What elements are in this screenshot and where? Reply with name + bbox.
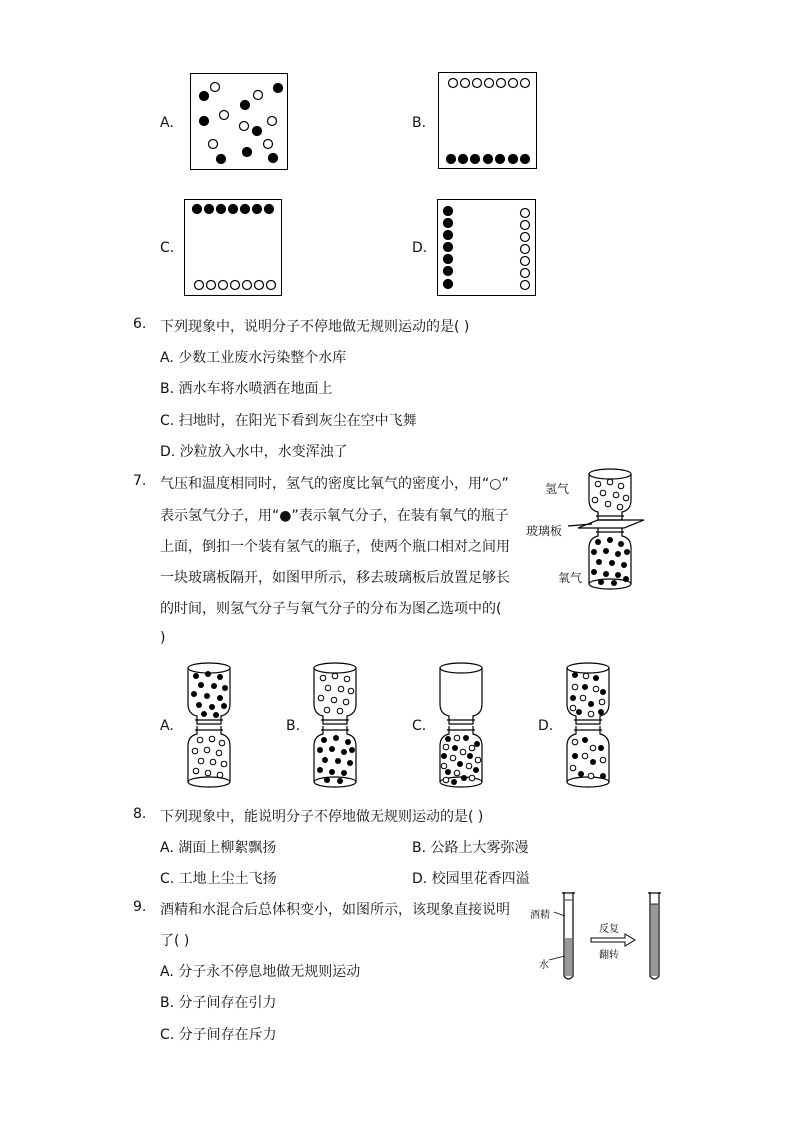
q7-option-c-figure bbox=[436, 660, 496, 790]
repeat-label: 反复 bbox=[599, 924, 619, 935]
flip-label: 翻转 bbox=[599, 950, 619, 961]
q7-stem-line-2: 表示氢气分子，用“●”表示氧气分子，在装有氧气的瓶子 bbox=[160, 508, 509, 524]
q7-option-a-figure bbox=[184, 660, 244, 790]
q9-figure bbox=[525, 888, 675, 983]
bottles-jia bbox=[520, 466, 660, 598]
q7-stem-line-6: ) bbox=[160, 630, 166, 646]
q7-option-b-figure bbox=[310, 660, 370, 790]
q5-option-c-figure bbox=[184, 199, 282, 296]
q6-option-d[interactable]: D. 沙粒放入水中，水变浑浊了 bbox=[160, 444, 348, 460]
q6-option-a[interactable]: A. 少数工业废水污染整个水库 bbox=[160, 350, 347, 366]
q9-number: 9. bbox=[133, 899, 147, 915]
q8-option-c[interactable]: C. 工地上尘土飞扬 bbox=[160, 871, 277, 887]
q7-stem-line-5: 的时间，则氢气分子与氧气分子的分布为图乙选项中的( bbox=[160, 601, 502, 617]
q7-stem-line-1: 气压和温度相同时，氢气的密度比氧气的密度小，用“○” bbox=[160, 476, 509, 492]
q9-option-b[interactable]: B. 分子间存在引力 bbox=[160, 995, 277, 1011]
q8-option-d[interactable]: D. 校园里花香四溢 bbox=[412, 871, 530, 887]
hydrogen-label: 氢气 bbox=[545, 482, 570, 496]
q7-option-b-label[interactable]: B. bbox=[286, 718, 301, 734]
q7-option-d-label[interactable]: D. bbox=[538, 718, 554, 734]
q5-option-a-label[interactable]: A. bbox=[160, 115, 174, 131]
water-label: 水 bbox=[539, 960, 549, 971]
q8-option-a[interactable]: A. 湖面上柳絮飘扬 bbox=[160, 840, 277, 856]
q5-option-b-label[interactable]: B. bbox=[412, 115, 427, 131]
q7-figure-jia bbox=[520, 466, 660, 598]
q7-stem-line-4: 一块玻璃板隔开，如图甲所示，移去玻璃板后放置足够长 bbox=[160, 570, 510, 586]
oxygen-label: 氧气 bbox=[558, 571, 583, 585]
glass-plate-label: 玻璃板 bbox=[526, 524, 563, 538]
q5-option-d-figure bbox=[437, 199, 536, 296]
q7-option-c-label[interactable]: C. bbox=[412, 718, 427, 734]
q5-option-a-figure bbox=[190, 73, 288, 170]
q7-option-d-figure bbox=[563, 660, 623, 790]
q6-option-b[interactable]: B. 洒水车将水喷洒在地面上 bbox=[160, 381, 333, 397]
alcohol-label: 酒精 bbox=[530, 910, 550, 921]
test-tubes bbox=[525, 888, 675, 983]
q8-stem: 下列现象中，能说明分子不停地做无规则运动的是( ) bbox=[160, 809, 484, 825]
q5-option-d-label[interactable]: D. bbox=[412, 240, 428, 256]
q5-option-b-figure bbox=[438, 72, 537, 169]
q6-option-c[interactable]: C. 扫地时，在阳光下看到灰尘在空中飞舞 bbox=[160, 413, 417, 429]
q6-stem: 下列现象中，说明分子不停地做无规则运动的是( ) bbox=[160, 319, 470, 335]
q8-number: 8. bbox=[133, 806, 147, 822]
q6-number: 6. bbox=[133, 316, 147, 332]
q7-option-a-label[interactable]: A. bbox=[160, 718, 174, 734]
q7-stem-line-3: 上面，倒扣一个装有氢气的瓶子，使两个瓶口相对之间用 bbox=[160, 539, 510, 555]
q9-option-c[interactable]: C. 分子间存在斥力 bbox=[160, 1027, 277, 1043]
q9-stem-line-2: 了( ) bbox=[160, 933, 190, 949]
q7-number: 7. bbox=[133, 473, 147, 489]
q9-stem-line-1: 酒精和水混合后总体积变小，如图所示，该现象直接说明 bbox=[160, 902, 510, 918]
q5-option-c-label[interactable]: C. bbox=[160, 240, 175, 256]
q8-option-b[interactable]: B. 公路上大雾弥漫 bbox=[412, 840, 529, 856]
q9-option-a[interactable]: A. 分子永不停息地做无规则运动 bbox=[160, 964, 361, 980]
